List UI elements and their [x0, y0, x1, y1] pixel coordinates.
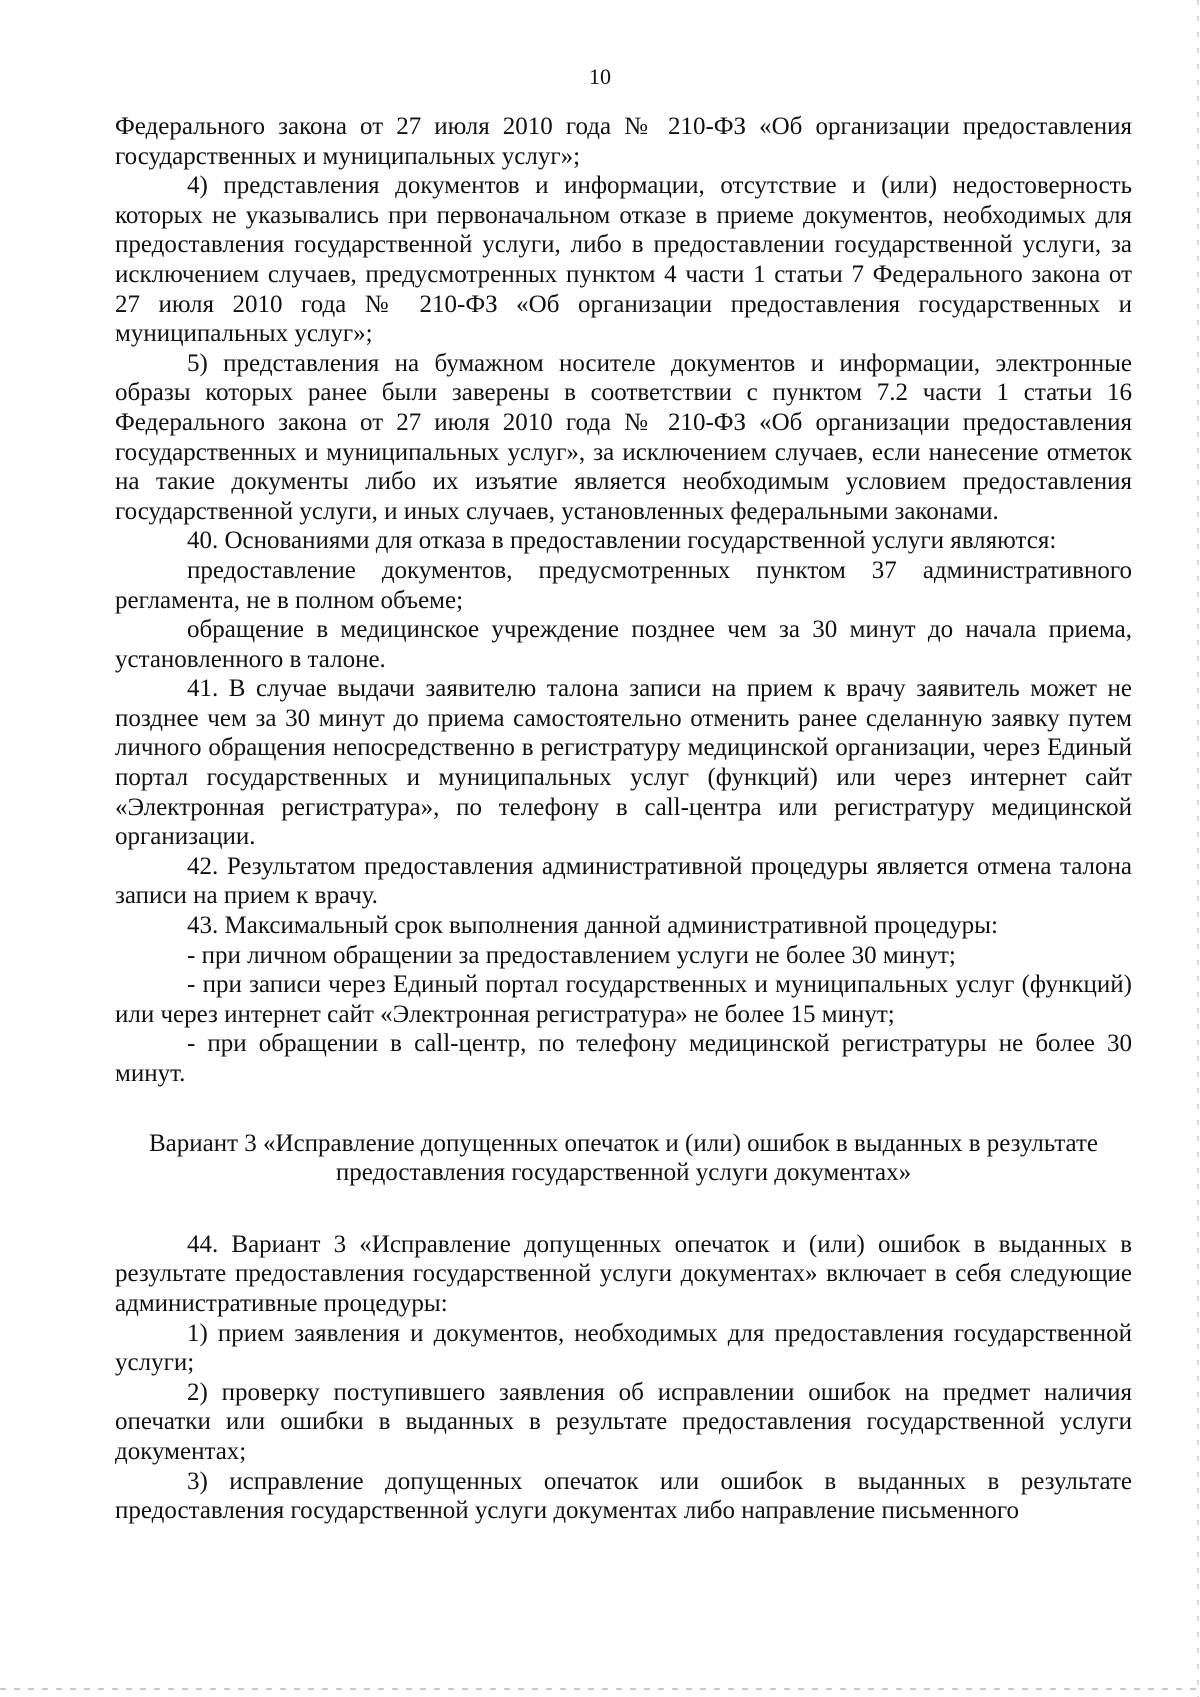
section-heading: Вариант 3 «Исправление допущенных опечаток и (или) ошибок в выданных в результате предоставления государственной услуги документах» — [148, 1129, 1099, 1187]
paragraph-41: 41. В случае выдачи заявителю талона записи на прием к врачу заявитель может не позднее чем за 30 минут до приема самостоятельно отменить ранее сделанную заявку путем личного обращения непосредственно в регистратуру медицинской организации, через Единый портал государственных и муниципальных услуг (функций) или через интернет сайт «Электронная регистратура», по телефону в call-центра или регистратуру медицинской организации. — [115, 675, 1132, 851]
paragraph-continuation: Федерального закона от 27 июля 2010 года № 210-ФЗ «Об организации предоставления государственных и муниципальных услуг»; — [115, 113, 1132, 170]
paragraph-44-step-3: 3) исправление допущенных опечаток или ошибок в выданных в результате предоставления государственной услуги документах либо направление письменного — [115, 1467, 1132, 1525]
paragraph-43: 43. Максимальный срок выполнения данной административной процедуры: — [187, 912, 998, 940]
paragraph-42: 42. Результатом предоставления административной процедуры является отмена талона записи на прием к врачу. — [115, 852, 1132, 910]
page-number: 10 — [589, 64, 611, 89]
scan-artifact-bottom — [0, 1688, 1200, 1690]
paragraph-43-term-1: - при личном обращении за предоставлением услуги не более 30 минут; — [187, 941, 956, 969]
scan-artifact-right — [1197, 0, 1199, 1697]
paragraph-44-step-1: 1) прием заявления и документов, необходимых для предоставления государственной услуги; — [115, 1319, 1132, 1377]
paragraph-43-term-3: - при обращении в call-центр, по телефону медицинской регистратуры не более 30 минут. — [115, 1030, 1132, 1087]
paragraph-44: 44. Вариант 3 «Исправление допущенных опечаток и (или) ошибок в выданных в результате предоставления государственной услуги документах» включает в себя следующие административные процедуры: — [115, 1230, 1132, 1317]
paragraph-40-ground-1: предоставление документов, предусмотренных пунктом 37 административного регламента, не в полном объеме; — [115, 556, 1132, 614]
paragraph-44-step-2: 2) проверку поступившего заявления об исправлении ошибок на предмет наличия опечатки или ошибки в выданных в результате предоставления государственной услуги документах; — [115, 1378, 1132, 1465]
paragraph-40-ground-2: обращение в медицинское учреждение позднее чем за 30 минут до начала приема, установленного в талоне. — [115, 616, 1132, 673]
paragraph-item-5: 5) представления на бумажном носителе документов и информации, электронные образы которых ранее были заверены в соответствии с пунктом 7.2 части 1 статьи 16 Федерального закона от 27 июля 2010 года № 210-ФЗ «Об организации предоставления государственных и муниципальных услуг», за исключением случаев, если нанесение отметок на такие документы либо их изъятие является необходимым условием предоставления государственной услуги, и иных случаев, установленных федеральными законами. — [115, 349, 1132, 525]
paragraph-item-4: 4) представления документов и информации, отсутствие и (или) недостоверность которых не указывались при первоначальном отказе в приеме документов, необходимых для предоставления государственной услуги, либо в предоставлении государственной услуги, за исключением случаев, предусмотренных пунктом 4 части 1 статьи 7 Федерального закона от 27 июля 2010 года № 210-ФЗ «Об организации предоставления государственных и муниципальных услуг»; — [115, 172, 1132, 348]
paragraph-43-term-2: - при записи через Единый портал государственных и муниципальных услуг (функций) или через интернет сайт «Электронная регистратура» не более 15 минут; — [115, 971, 1132, 1028]
document-body — [115, 112, 1132, 1526]
paragraph-40: 40. Основаниями для отказа в предоставлении государственной услуги являются: — [187, 527, 1057, 555]
